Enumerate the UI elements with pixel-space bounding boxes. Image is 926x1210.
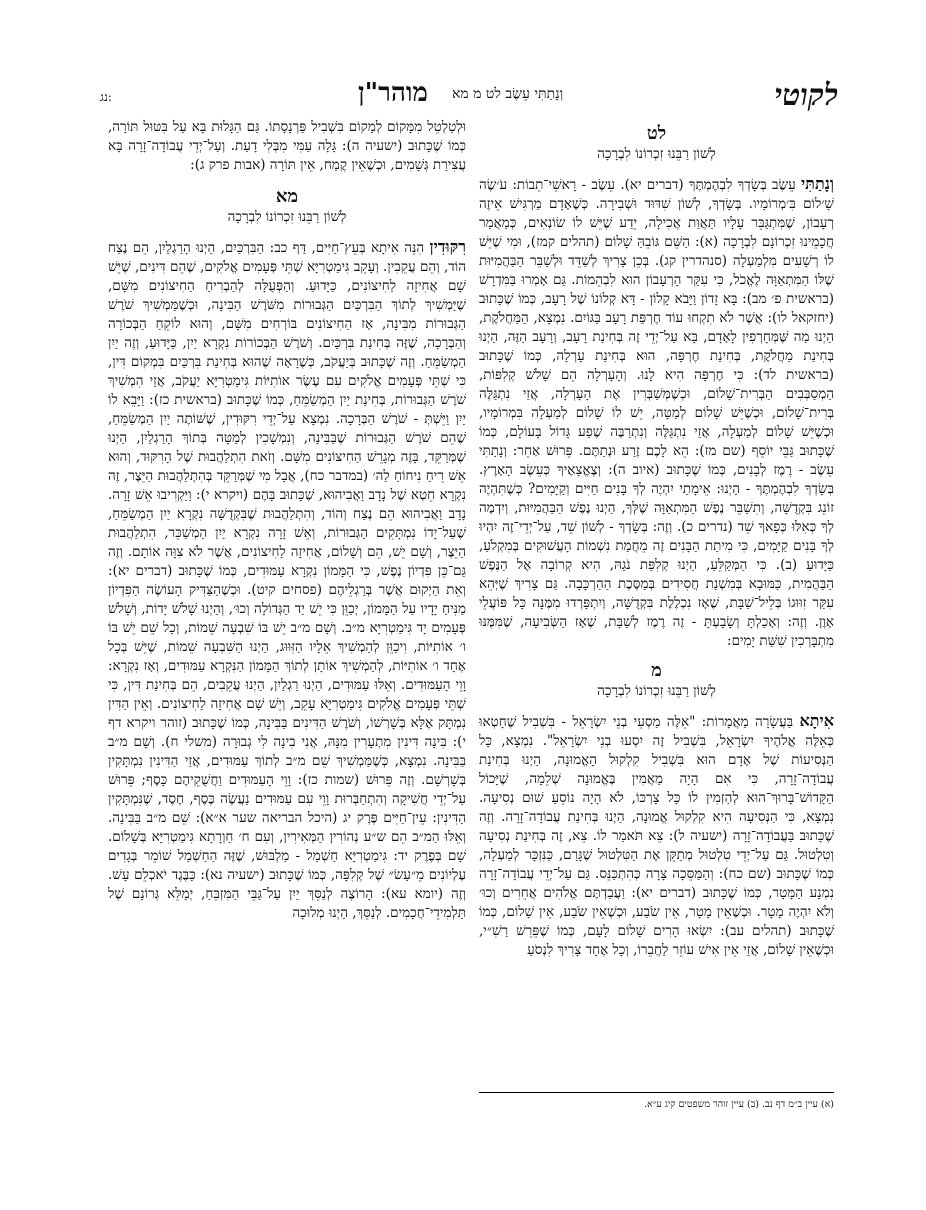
lead-word: אִיתָא — [799, 711, 834, 730]
paragraph: עֵשֶׂב בְּשָׂדְךָ לִבְהֶמְתֶּךָ (דברים יא). עֵשֶׂב - רָאשֵׁי־תֵבוֹת: עֹ׳שֶׂה שָׁ׳לוֹם בִּ׳מְרוֹמָיו. בְּשָׂדְךָ, לְשׁוֹן שִׁדּוּד וּשְׁבִירָה. כְּשֶׁאָדָם מַרְגִּישׁ אֵיזֶה רְעָבוֹן, שֶׁמִּתְגַּבֵּר עָלָיו תַּאֲוַת אֲכִילָה, יֵדַע שֶׁיֵּשׁ לוֹ שׂוֹנְאִים, כְּמַאֲמַר חֲכָמֵינוּ זִכְרוֹנָם לִבְרָכָה (א): הַשֵּׁם גּוֹבֵהַּ שָׁלוֹם (תהלים קמז), וּמִי שֶׁיֵּשׁ לוֹ רְשָׁעִים מִלְמַעְלָה (סנהדרין קג). בְּכֵן צָרִיךְ לְשַׁדֵּד וּלְשַׁבֵּר הַבַּהֲמִיּוּת שֶׁלּוֹ הַמִּתְאַוָּה לֶאֱכֹל, כִּי עִקַּר הָרְעָבוֹן הוּא לִבְהֵמוֹת. גַּם אָמְרוּ בַּמִּדְרָשׁ (בראשית פ׳ מב): בָּא זָדוֹן וַיָּבֹא קָלוֹן - דָּא קְלוֹנוֹ שֶׁל רָעָב, כְּמוֹ שֶׁכָּתוּב (יחזקאל לו): אֲשֶׁר לֹא תִקְחוּ עוֹד חֶרְפַּת רָעָב בַּגּוֹיִם. נִמְצָא, הַמַּחֲלֹקֶת, הַיְנוּ מַה שֶּׁמְּחָרְפִין לָאָדָם, בָּא עַל־יְדֵי זֶה בְּחִינַת רָעָב, וְרָעָב הַזֶּה, הַיְנוּ בְּחִינַת מַחֲלֹקֶת, בְּחִינַת חֶרְפָּה, הוּא בְּחִינַת עָרְלָה, כְּמוֹ שֶׁכָּתוּב (בראשית לד): כִּי חֶרְפָּה הִיא לָנוּ. וְהָעָרְלָה הֵם שָׁלֹשׁ קְלִפּוֹת, הַמְסַבְּבִים הַבְּרִית־שָׁלוֹם, וּכְשֶׁמְּשַׁבְּרִין אֶת הָעָרְלָה, אֲזַי נִתְגַּלֶּה בְּרִית־שָׁלוֹם, וּכְשֶׁיֵּשׁ שָׁלוֹם לְמַטָּה, יֵשׁ לוֹ שָׁלוֹם לְמַעְלָה בִּמְרוֹמָיו, וּכְשֶׁיֵּשׁ שָׁלוֹם לְמַעְלָה, אֲזַי נִתְגַּלֶּה וְנִתְרַבֶּה שֶׁפַע גָּדוֹל בָּעוֹלָם, כְּמוֹ שֶׁכָּתוּב גַּבֵּי יוֹסֵף (שם מז): הֵא לָכֶם זֶרַע וּנְתַתֶּם. פֵּרוּשׁ אַחֵר: וְנָתַתִּי עֵשֶׂב - רֶמֶז לְבָנִים, כְּמוֹ שֶׁכָּתוּב (איוב ה): וְצֶאֱצָאֶיךָ כְּעֵשֶׂב הָאָרֶץ. בְּשָׂדְךָ לִבְהֶמְתֶּךָ - הַיְנוּ: אֵימָתַי יִהְיֶה לְךָ בָּנִים חַיִּים וְקַיָּמִים? כְּשֶׁתִּהְיֶה זוֹנֵג בִּקְדֻשָּׁה, וְתִשַׁבֵּר נֶפֶשׁ הַמִּתְאַוָּה שֶׁלְּךָ, הַיְנוּ נֶפֶשׁ הַבַּהֲמִיּוּת, וְיִדְמֶה לְךָ כְּאִלּוּ כְּפָאךָ שֵׁד (נדרים כ). וְזֶה: בְּשָׂדְךָ - לְשׁוֹן שֵׁד, עַל־יְדֵי־זֶה יִהְיוּ לְךָ בָּנִים קַיָּמִים, כִּי מִיתַת הַבָּנִים זֶה מֵחֲמַת נִשְׁמוֹת הָעֲשׁוּקִים בְּמִקְלֹעַ, כַּיָּדוּעַ (ב). כִּי הַמְּקַלֵּעַ, הַיְנוּ קְלִפַּת נֹגַהּ, הִיא קְרוֹבָה אֶל הַנֶּפֶשׁ הַבַּהֲמִית, כַּמּוּבָא בְּמִשְׁנַת חֲסִידִים בְּמַסֶּכֶת הַהַרְכָּבָה. גַּם צָרִיךְ שֶׁיְּהֵא עִקַּר זִוּוּגוֹ בְּלֵיל־שַׁבָּת, שֶׁאָז נִכְלֶלֶת בִּקְדֻשָּׁה, וְיִתְפָּרְדוּ מִמֶּנָּה כָּל פּוֹעֲלֵי אָוֶן. וְזֶה: וְאָכַלְתָּ וְשָׂבָעְתָּ - זֶה רֶמֶז לְשַׁבָּת, שֶׁאָז הַשְּׂבִיעָה, שֶׁמִּמֶּנּוּ מִתְבָּרְכִין שִׁשַּׁת יָמִים: — [479, 177, 834, 649]
section-number: לט — [646, 123, 667, 144]
running-header — [100, 78, 838, 118]
header-right-title: לקוטי — [774, 78, 838, 113]
section-subtitle: לְשׁוֹן רַבֵּנוּ זִכְרוֹנוֹ לִבְרָכָה — [227, 209, 347, 225]
header-left-title: מוהר"ן — [358, 78, 428, 108]
section-text — [479, 711, 834, 960]
paragraph: בַּעֲשָׂרָה מַאֲמָרוֹת: "אֵלֶּה מַסְעֵי בְנֵי יִשְׂרָאֵל - בִּשְׁבִיל שֶׁחָטְאוּ כְּאֵלֶּה אֱלֹהֶיךָ יִשְׂרָאֵל, בִּשְׁבִיל זֶה יִסְעוּ בְנֵי יִשְׂרָאֵל". נִמְצָא, כָּל הַנְּסִיעוֹת שֶׁל אָדָם הוּא בִּשְׁבִיל קִלְקוּל הָאֱמוּנָה, הַיְנוּ בְּחִינַת עֲבוֹדָה־זָרָה, כִּי אִם הָיָה מַאֲמִין בֶּאֱמוּנָה שְׁלֵמָה, שֶׁיָּכוֹל הַקָּדוֹשׁ־בָּרוּךְ־הוּא לְהַזְמִין לוֹ כָּל צָרְכּוֹ, לֹא הָיָה נוֹסֵעַ שׁוּם נְסִיעָה. נִמְצָא, כִּי הַנְּסִיעָה הִיא קִלְקוּל אֱמוּנָה, הַיְנוּ בְּחִינַת עֲבוֹדָה־זָרָה. וְזֶה שֶׁכָּתוּב בַּעֲבוֹדָה־זָרָה (ישעיה ל): צֵא תֹּאמַר לוֹ. צֵא, זֶה בְּחִינַת נְסִיעָה וְטִלְטוּל. גַּם עַל־יְדֵי טִלְטוּל מְתַקֵּן אֶת הַטִּלְטוּל שֶׁגָּרַם, כַּנִּזְכָּר לְמַעְלָה, כְּמוֹ שֶׁכָּתוּב (שם כח): וְהַמַּסֵּכָה צָרָה כְּהִתְכַּנֵּס. גַּם עַל־יְדֵי עֲבוֹדָה־זָרָה נִמְנָע הַמָּטָר, כְּמוֹ שֶׁכָּתוּב (דברים יא): וַעֲבַדְתֶּם אֱלֹהִים אֲחֵרִים וְכוּ׳ וְלֹא יִהְיֶה מָטָר. וּכְשֶׁאֵין מָטָר, אֵין שֹׂבַע, וּכְשֶׁאֵין שֹׂבַע, אֵין שָׁלוֹם, כְּמוֹ שֶׁכָּתוּב (תהלים עב): יִשְׂאוּ הָרִים שָׁלוֹם לָעָם, כְּמוֹ שֶׁפֵּרֵשׁ רַשִׁ״י, וּכְשֶׁאֵין שָׁלוֹם, אֲזַי אֵין אִישׁ עוֹזֵר לַחֲבֵרוֹ, וְכָל אֶחָד צָרִיךְ לִנְסֹעַ — [479, 714, 834, 958]
section-subtitle: לְשׁוֹן רַבֵּנוּ זִכְרוֹנוֹ לִבְרָכָה — [597, 683, 716, 699]
section-subtitle: לְשׁוֹן רַבֵּנוּ זִכְרוֹנוֹ לִבְרָכָה — [597, 146, 716, 162]
lead-word: וְנָתַתִּי — [800, 174, 834, 193]
section-text — [108, 237, 466, 923]
page-number: נג: — [100, 90, 112, 104]
paragraph: הִנֵּה אִיתָא בְּעֵץ־חַיִּים, דַּף כב: הַבִּרְכַּיִם, הַיְנוּ הָרַגְלַיִן, הֵם נֶצַח הוֹד, וְהֵם עֲקֵבִין. וְעָקֵב גִּימַטְרִיָּא שְׁתֵּי פְּעָמִים אֱלֹקִים, שֶׁהֵם דִּינִים, שֶׁיֵּשׁ שָׁם אֲחִיזָה לַחִיצוֹנִים, כַּיָּדוּעַ. וְהַפְּעֻלָּה לְהַבְרִיחַ הַחִיצוֹנִים מִשָּׁם, שֶׁיַּמְשִׁיךְ לְתוֹךְ הַבִּרְכַּיִם הַגְּבוּרוֹת מִשֹּׁרֶשׁ הַבִּינָה, וּכְשֶׁמַּמְשִׁיךְ שֹׁרֶשׁ הַגְּבוּרוֹת מִבִּינָה, אָז הַחִיצוֹנִים בּוֹרְחִים מִשָּׁם, וְהוּא לוֹקֵחַ הַבְּכוֹרָה וְהַבְּרָכָה, שֶׁזֶּה בְּחִינַת בִּרְכַּיִם. וְשֹׁרֶשׁ הַבְּכוֹרוֹת נִקְרָא יַיִן, כַּיָּדוּעַ, וְזֶה יַיִן הַמְשַׂמֵּחַ. וְזֶה שֶׁכָּתוּב בְּיַעֲקֹב, כְּשֶׁרָאָה שֶׁהוּא בְּחִינַת בִּרְכַּיִם בִּמְקוֹם דִּין, כִּי שְׁתֵּי פְּעָמִים אֱלֹקִים עִם עֶשֶׂר אוֹתִיּוֹת גִּימַטְרִיָּא יַעֲקֹב, אֲזַי הִמְשִׁיךְ שֹׁרֶשׁ הַגְּבוּרוֹת, בְּחִינַת יַיִן הַמְשַׂמֵּחַ, כְּמוֹ שֶׁכָּתוּב (בראשית כז): וַיָּבֵא לוֹ יַיִן וַיֵּשְׁתְּ - שֹׁרֶשׁ הַבְּרָכָה. נִמְצָא עַל־יְדֵי רִקּוּדִין, שֶׁשּׁוֹתֶה יַיִן הַמְשַׂמֵּחַ, שֶׁהֵם שֹׁרֶשׁ הַגְּבוּרוֹת שֶׁבַּבִּינָה, וְנִמְשָׁכִין לְמַטָּה בְּתוֹךְ הָרַגְלַיִן, הַיְנוּ שֶׁמְּרַקֵּד, בָּזֶה מְגָרֵשׁ הַחִיצוֹנִים מִשָּׁם. וְזֹאת הִתְלַהֲבוּת שֶׁל הָרִקּוּד, וְהוּא אֵשׁ רֵיחַ נִיחוֹחַ לַה׳ (במדבר כח), אֲבָל מִי שֶׁמְּרַקֵּד בְּהִתְלַהֲבוּת הַיֵּצֶר, זֶה נִקְרָא חֵטְא שֶׁל נָדָב וַאֲבִיהוּא, שֶׁכָּתוּב בָּהֶם (ויקרא י): וַיַּקְרִיבוּ אֵשׁ זָרָה. נָדָב וַאֲבִיהוּא הֵם נֶצַח וְהוֹד, וְהִתְלַהֲבוּת שֶׁבִּקְדֻשָּׁה נִקְרָא יַיִן הַמְשַׂמֵּחַ, שֶׁעַל־יָדוֹ נִמְתָּקִים הַגְּבוּרוֹת, וְאֵשׁ זָרָה נִקְרָא יַיִן הַמְשַׁכֵּר, הִתְלַהֲבוּת הַיֵּצֶר, וְשָׁם יֵשׁ, הֵם וְשָׁלוֹם, אֲחִיזָה לַחִיצוֹנִים, אֲשֶׁר לֹא צִוָּה אוֹתָם. וְזֶה גַּם־כֵּן פִּדְיוֹן נֶפֶשׁ, כִּי הַמָּמוֹן נִקְרָא עַמּוּדִים, כְּמוֹ שֶׁכָּתוּב (דברים יא): וְאֵת הַיְקוּם אֲשֶׁר בְּרַגְלֵיהֶם (פסחים קיט). וּכְשֶׁהַצַּדִּיק הָעוֹשֶׂה הַפִּדְיוֹן מַנִּיחַ יָדָיו עַל הַמָּמוֹן, יְכַוֵּן כִּי יֵשׁ יַד הַגְּדוֹלָה וְכוּ׳, וְהַיְנוּ שָׁלֹשׁ יָדוֹת, וְשָׁלֹשׁ פְּעָמִים יָד גִּימַטְרִיָּא מ״ב. וְשָׁם מ״ב יֵשׁ בּוֹ שִׁבְעָה שֵׁמוֹת, וְכָל שֵׁם יֵשׁ בּוֹ ו׳ אוֹתִיּוֹת, וִיכַוֵּן לְהַמְשִׁיךְ אֵלָיו הַזִּוּוּג, הַיְנוּ הַשִּׁבְעָה שֵׁמוֹת, שֶׁיֵּשׁ בְּכָל אֶחָד ו׳ אוֹתִיּוֹת, לְהַמְשִׁיךְ אוֹתָן לְתוֹךְ הַמָּמוֹן הַנִּקְרָא עַמּוּדִים, וְאָז נִקְרָא: וָוֵי הָעַמּוּדִים. וְאֵלּוּ עַמּוּדִים, הַיְנוּ רַגְלַיִן, הַיְנוּ עֲקֵבִים, הֵם בְּחִינַת דִּין, כִּי שְׁתֵּי פְּעָמִים אֱלֹקִים גִּימַטְרִיָּא עָקֵב, וְיֵשׁ שָׁם אֲחִיזָה לַחִיצוֹנִים. וְאֵין הַדִּין נִמְתָּק אֶלָּא בְּשָׁרְשׁוֹ, וְשֹׁרֶשׁ הַדִּינִים בַּבִּינָה, כְּמוֹ שֶׁכָּתוּב (זוהר ויקרא דף י): בִּינָה דִּינִין מִתְעָרִין מִנָּהּ, אֲנִי בִינָה לִי גְבוּרָה (משלי ח). וְשָׁם מ״ב בַּבִּינָה. נִמְצָא, כְּשֶׁמַּמְשִׁיךְ שֵׁם מ״ב לְתוֹךְ עַמּוּדִים, אֲזַי הַדִּינִין נִמְתָּקִין בְּשָׁרְשָׁם. וְזֶה פֵּרוּשׁ (שמות כז): וָוֵי הָעַמּוּדִים וַחֲשֻׁקֵיהֶם כָּסֶף; פֵּרוּשׁ עַל־יְדֵי חֲשִׁיקָה וְהִתְחַבְּרוּת וָוֵי עִם עַמּוּדִים נַעֲשֶׂה כֶּסֶף, חֶסֶד, שֶׁנִּמְתָּקִין הַדִּינִין: עֵין־חַיִּים פֶּרֶק יג (היכל הבריאה שער א״א): שֵׁם מ״ב בַּבִּינָה. וְאֵלּוּ הַמ״ב הֵם ש״ע נְהוֹרִין הַמְּאִירִין, וְעִם ח׳ חַוְרָתָא גִּימַטְרִיָּא בְּשָׁלוֹם. שָׁם בְּפֶרֶק יד: גִּימַטְרִיָּא חַשְׁמַל - מַלְבּוּשׁ, שֶׁזֶּה הַחַשְׁמַל שׁוֹמֵר בְּגָדִים עֶלְיוֹנִים מֵ״עַשׂ״ שֶׁל קְלִפָּה, כְּמוֹ שֶׁכָּתוּב (ישעיה נא): כַּבֶּגֶד יֹאכְלֵם עָשׁ. וְזֶה (יומא עא): הָרוֹצֶה לְנַסֵּךְ יַיִן עַל־גַּבֵּי הַמִּזְבֵּחַ, יְמַלֵּא גְּרוֹנָם שֶׁל תַּלְמִידֵי־חֲכָמִים. לְנַסֵּךְ, הַיְנוּ מְלוּכָה — [108, 240, 466, 921]
right-column — [479, 118, 834, 960]
section-number: מא — [275, 186, 299, 207]
section-number: מ — [651, 660, 662, 681]
paragraph: וּלְטַלְטֵל מִמָּקוֹם לְמָקוֹם בִּשְׁבִיל פַּרְנָסָתוֹ. גַּם הַגָּלוּת בָּא עַל בִּטּוּל תּוֹרָה, כְּמוֹ שֶׁכָּתוּב (ישעיה ה): גָּלָה עַמִּי מִבְּלִי דָעַת. וְעַל־יְדֵי עֲבוֹדָה־זָרָה בָּא עֲצִירַת גְּשָׁמִים, וּכְשֶׁאֵין קֶמַח, אֵין תּוֹרָה (אבות פרק ג): — [108, 119, 466, 173]
footnote: (א) עיין ב״מ דף נב. (ב) עיין זוהר משפטים קיג ע״א. — [479, 1092, 834, 1110]
section-text — [479, 174, 834, 651]
lead-word: רִקּוּדִין — [429, 237, 466, 256]
left-column — [108, 118, 466, 923]
header-middle: וְנָתַתִּי עֵשֶׂב לט מ מא — [452, 86, 564, 102]
